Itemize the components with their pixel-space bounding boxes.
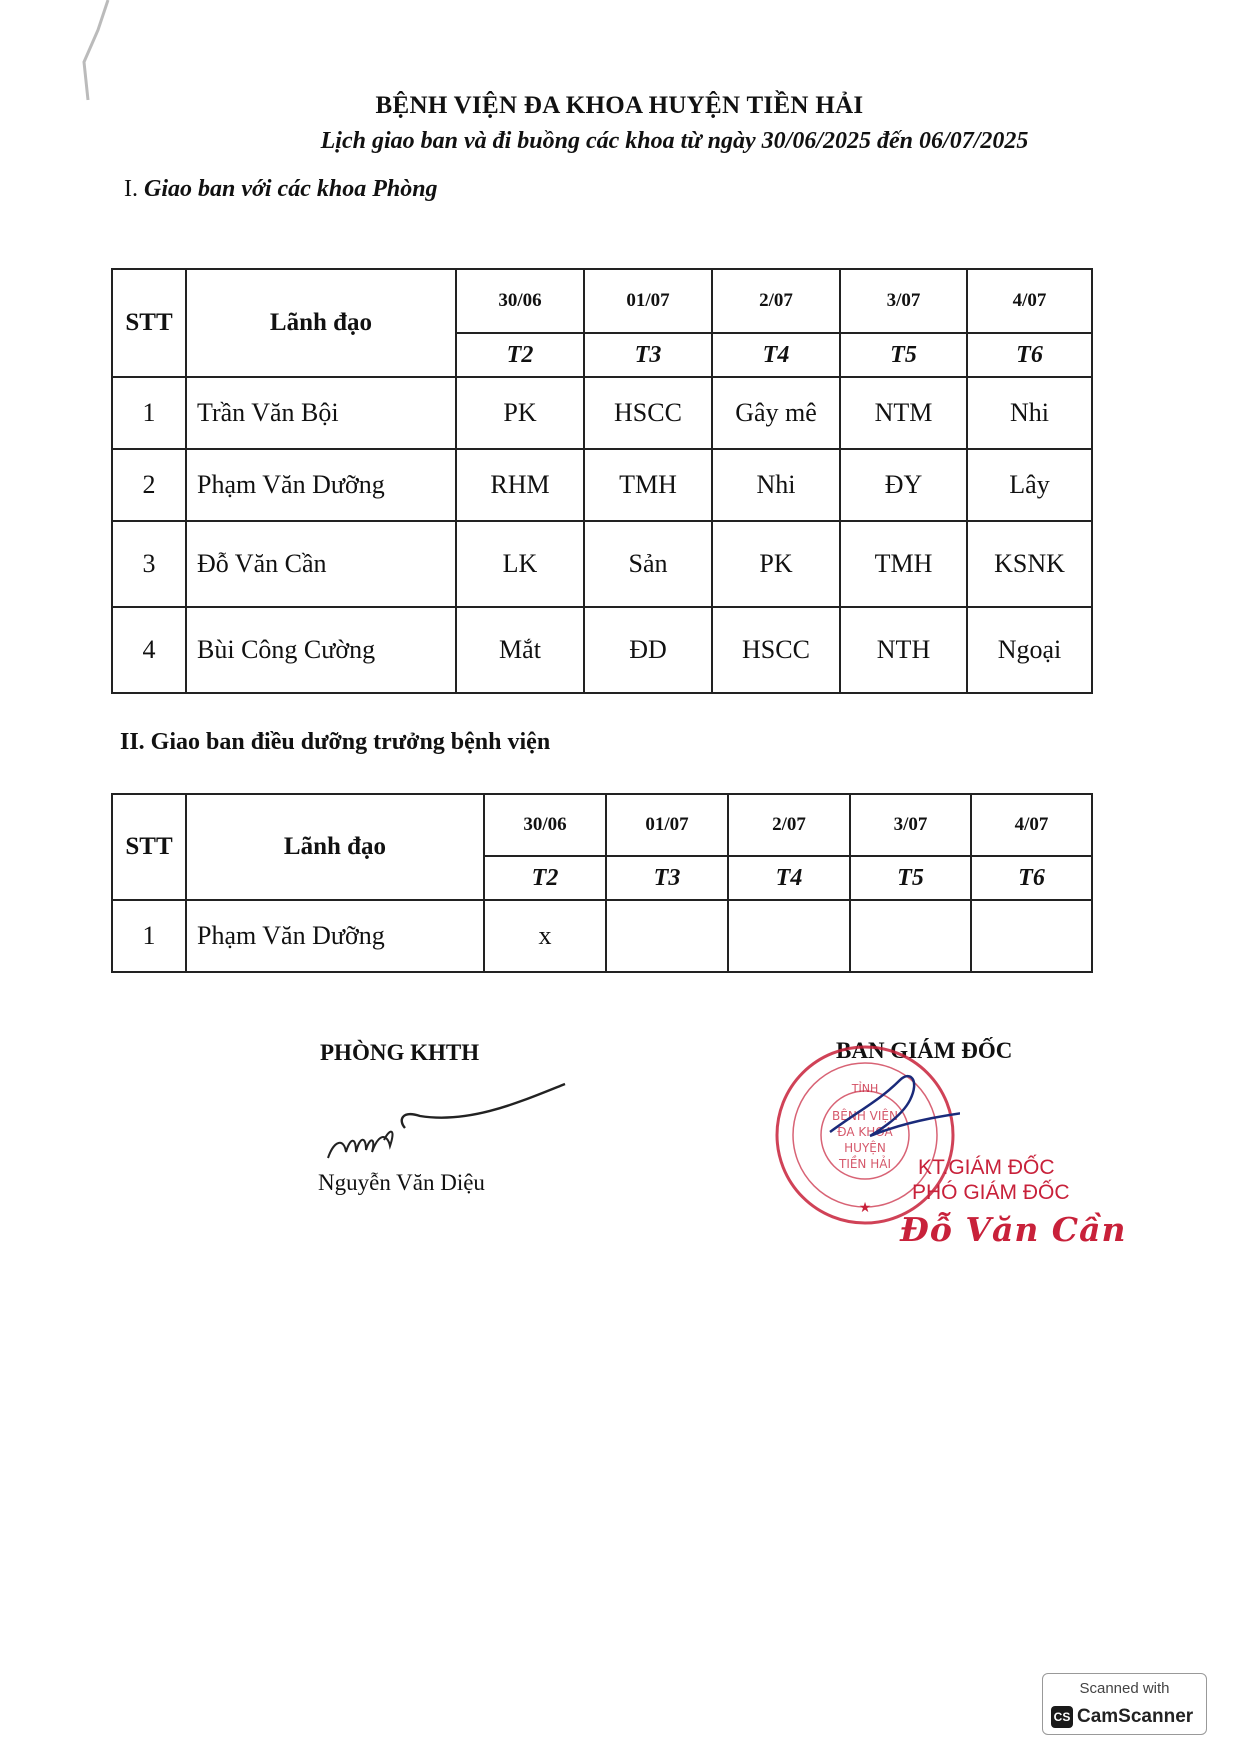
badge-caption: Scanned with [1079,1680,1170,1697]
header-date: 01/07 [606,794,728,856]
khth-department-title: PHÒNG KHTH [320,1040,480,1065]
row-cell: HSCC [584,377,712,449]
row-cell: Gây mê [712,377,840,449]
row-cell [606,900,728,972]
svg-text:TIỀN HẢI: TIỀN HẢI [838,1157,892,1171]
header-day: T2 [456,333,584,377]
header-day: T5 [850,856,971,900]
row-cell: Lây [967,449,1092,521]
header-date: 01/07 [584,269,712,333]
row-cell: x [484,900,606,972]
svg-text:ĐA KHOA: ĐA KHOA [837,1125,893,1139]
header-day: T4 [728,856,850,900]
hospital-title: BỆNH VIỆN ĐA KHOA HUYỆN TIỀN HẢI [375,92,864,119]
row-leader-name: Phạm Văn Dưỡng [186,900,484,972]
header-leader: Lãnh đạo [186,794,484,900]
row-leader-name: Trần Văn Bội [186,377,456,449]
row-cell [850,900,971,972]
header-leader: Lãnh đạo [186,269,456,377]
header-stt: STT [112,794,186,900]
row-cell [971,900,1092,972]
section-2-heading: II. Giao ban điều dưỡng trưởng bệnh viện [120,729,551,755]
header-day: T5 [840,333,967,377]
header-date: 4/07 [967,269,1092,333]
row-cell [728,900,850,972]
row-cell: NTH [840,607,967,693]
header-date: 2/07 [728,794,850,856]
khth-signature [320,1080,580,1170]
row-stt: 3 [112,521,186,607]
section-1-heading [124,176,438,203]
row-leader-name: Bùi Công Cường [186,607,456,693]
row-leader-name: Phạm Văn Dưỡng [186,449,456,521]
nursing-briefing-table [111,793,1093,973]
svg-text:TỈNH: TỈNH [851,1082,879,1095]
row-stt: 1 [112,377,186,449]
row-cell: Ngoại [967,607,1092,693]
table-row [112,449,1092,521]
row-cell: NTM [840,377,967,449]
row-cell: TMH [584,449,712,521]
header-stt: STT [112,269,186,377]
svg-text:★: ★ [858,1200,872,1216]
row-cell: Nhi [967,377,1092,449]
header-date: 4/07 [971,794,1092,856]
row-cell: Sản [584,521,712,607]
row-cell: PK [456,377,584,449]
deputy-director-label: PHÓ GIÁM ĐỐC [912,1181,1070,1204]
header-day: T3 [606,856,728,900]
header-day: T6 [971,856,1092,900]
row-leader-name: Đỗ Văn Cần [186,521,456,607]
header-date: 3/07 [840,269,967,333]
khth-signer-name: Nguyễn Văn Diệu [318,1170,485,1195]
row-cell: HSCC [712,607,840,693]
row-stt: 2 [112,449,186,521]
camscanner-badge [1042,1673,1207,1735]
row-cell: ĐY [840,449,967,521]
camscanner-logo-icon: CS [1051,1706,1073,1728]
department-briefing-table [111,268,1093,694]
row-cell: KSNK [967,521,1092,607]
svg-text:BỆNH VIỆN: BỆNH VIỆN [832,1109,898,1123]
row-cell: LK [456,521,584,607]
table-row [112,607,1092,693]
deputy-director-name: Đỗ Văn Cần [900,1210,1127,1249]
section-1-prefix: I. [124,176,138,202]
header-day: T3 [584,333,712,377]
svg-text:HUYỆN: HUYỆN [844,1141,886,1155]
section-1-title: Giao ban với các khoa Phòng [144,176,438,202]
header-date: 3/07 [850,794,971,856]
row-cell: Nhi [712,449,840,521]
header-day: T6 [967,333,1092,377]
table-row [112,900,1092,972]
board-of-directors-title: BAN GIÁM ĐỐC [836,1038,1013,1063]
table-row [112,521,1092,607]
table-row [112,377,1092,449]
acting-director-label: KT.GIÁM ĐỐC [918,1156,1055,1179]
badge-app-name: CamScanner [1077,1706,1194,1727]
row-cell: TMH [840,521,967,607]
schedule-subtitle: Lịch giao ban và đi buồng các khoa từ ngày 30/06/2025 đến 06/07/2025 [320,128,1029,154]
header-day: T2 [484,856,606,900]
header-date: 30/06 [484,794,606,856]
header-date: 30/06 [456,269,584,333]
row-cell: Mắt [456,607,584,693]
header-day: T4 [712,333,840,377]
row-stt: 1 [112,900,186,972]
row-stt: 4 [112,607,186,693]
row-cell: PK [712,521,840,607]
row-cell: RHM [456,449,584,521]
header-date: 2/07 [712,269,840,333]
row-cell: ĐD [584,607,712,693]
